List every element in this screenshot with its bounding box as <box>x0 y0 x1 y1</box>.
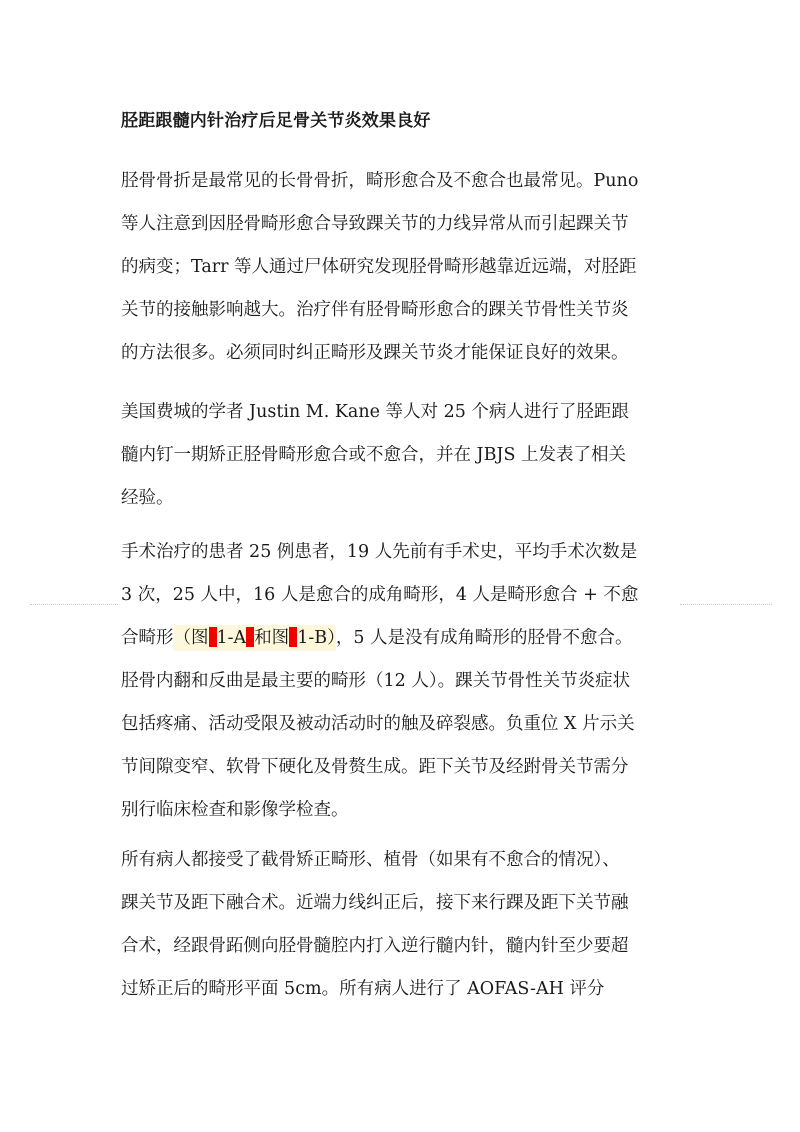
comment-marker-icon[interactable] <box>289 627 297 647</box>
page-break-guide-left <box>30 604 118 605</box>
text-line: 合术，经跟骨跖侧向胫骨髓腔内打入逆行髓内针，髓内针至少要超 <box>121 936 629 956</box>
text-line: 髓内钉一期矫正胫骨畸形愈合或不愈合，并在 JBJS 上发表了相关 <box>121 445 627 465</box>
paragraph-study <box>121 391 681 520</box>
text-line: 所有病人都接受了截骨矫正畸形、植骨（如果有不愈合的情况）、 <box>121 850 620 870</box>
text-line-with-figure-refs <box>121 617 681 660</box>
document-title: 胫距跟髓内针治疗后足骨关节炎效果良好 <box>121 111 431 131</box>
text-line: 手术治疗的患者 25 例患者，19 人先前有手术史，平均手术次数是 <box>121 542 638 562</box>
figure-ref-1b: 1-B） <box>297 628 336 648</box>
text-line: 3 次，25 人中，16 人是愈合的成角畸形，4 人是畸形愈合 + 不愈 <box>121 585 639 605</box>
comment-marker-icon[interactable] <box>209 627 217 647</box>
text-line: 别行临床检查和影像学检查。 <box>121 800 349 820</box>
text-line: 关节的接触影响越大。治疗伴有胫骨畸形愈合的踝关节骨性关节炎 <box>121 300 629 320</box>
text-line: 踝关节及距下融合术。近端力线纠正后，接下来行踝及距下关节融 <box>121 893 629 913</box>
text-segment: ，5 人是没有成角畸形的胫骨不愈合。 <box>335 628 633 648</box>
text-line: 包括疼痛、活动受限及被动活动时的触及碎裂感。负重位 X 片示关 <box>121 714 635 734</box>
paragraph-surgery <box>121 839 681 1011</box>
text-line: 过矫正后的畸形平面 5cm。所有病人进行了 AOFAS-AH 评分 <box>121 979 605 999</box>
text-line: 胫骨骨折是最常见的长骨骨折，畸形愈合及不愈合也最常见。Puno <box>121 171 639 191</box>
text-line: 等人注意到因胫骨畸形愈合导致踝关节的力线异常从而引起踝关节 <box>121 214 629 234</box>
text-segment: （图 <box>173 628 209 648</box>
text-line: 经验。 <box>121 488 174 508</box>
page-break-guide-right <box>680 604 772 605</box>
text-line: 节间隙变窄、软骨下硬化及骨赘生成。距下关节及经跗骨关节需分 <box>121 757 629 777</box>
paragraph-intro <box>121 160 681 375</box>
figure-reference-highlight[interactable] <box>174 625 336 651</box>
text-line: 的病变；Tarr 等人通过尸体研究发现胫骨畸形越靠近远端，对胫距 <box>121 257 637 277</box>
text-segment: 和图 <box>254 628 290 648</box>
text-line: 胫骨内翻和反曲是最主要的畸形（12 人）。踝关节骨性关节炎症状 <box>121 671 631 691</box>
paragraph-patients <box>121 531 681 832</box>
text-segment: 合畸形 <box>121 628 174 648</box>
comment-marker-icon[interactable] <box>246 627 254 647</box>
text-line: 的方法很多。必须同时纠正畸形及踝关节炎才能保证良好的效果。 <box>121 343 629 363</box>
figure-ref-1a: 1-A <box>216 628 247 648</box>
text-line: 美国费城的学者 Justin M. Kane 等人对 25 个病人进行了胫距跟 <box>121 402 629 422</box>
